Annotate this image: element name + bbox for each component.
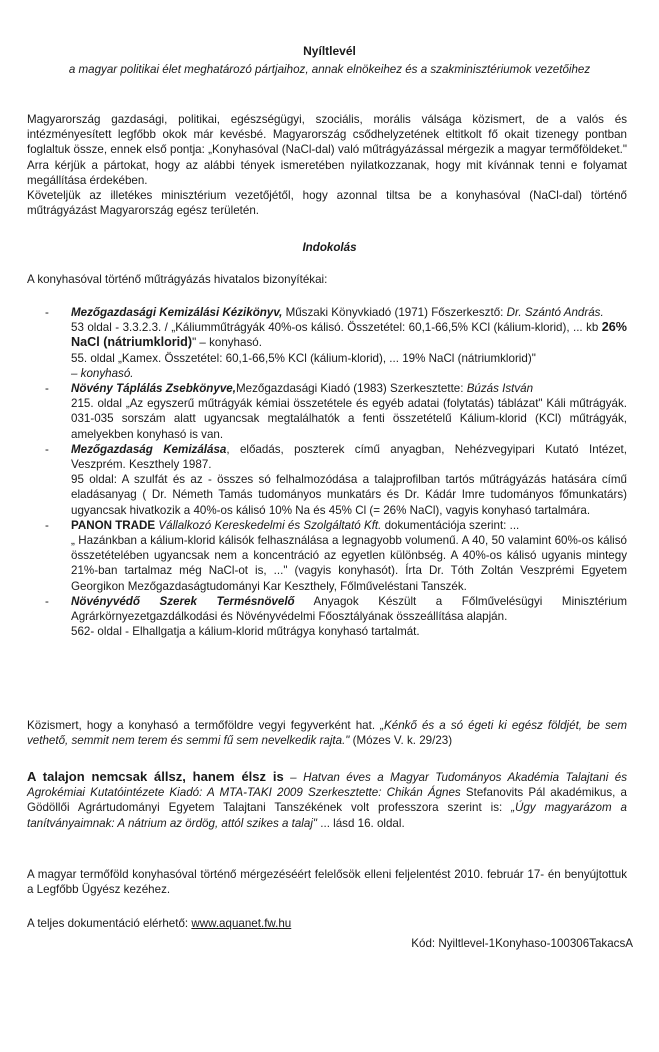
source-title: Növény Táplálás Zsebkönyve, <box>71 382 236 396</box>
soil-book-paragraph <box>27 769 627 831</box>
documentation-label: A teljes dokumentáció elérhető: <box>27 917 192 930</box>
bible-quote-paragraph <box>27 718 627 748</box>
list-dash: - <box>45 382 49 396</box>
source-publisher: , előadás, poszterek című anyagban, Nehézvegyipari Kutató Intézet, Veszprém. Keszthely 1987. <box>71 442 627 472</box>
bible-reference: (Mózes V. k. 29/23) <box>349 734 453 748</box>
document-title: Nyíltlevél <box>303 44 356 58</box>
document-code: Kód: Nyiltlevel-1Konyhaso-100306TakacsA <box>411 937 633 950</box>
source-publisher: Vállalkozó Kereskedelmi és Szolgáltató Kft. <box>155 518 382 532</box>
evidence-list <box>27 305 627 639</box>
source-title: Mezőgazdasági Kemizálási Kézikönyv, <box>71 306 283 319</box>
list-item <box>27 518 627 594</box>
source-quote <box>71 320 627 350</box>
evidence-lead: A konyhasóval történő műtrágyázás hivatalos bizonyítékai: <box>27 273 328 286</box>
complaint-paragraph: A magyar termőföld konyhasóval történő mérgezéséért felelősök elleni feljelentést 2010. február 17- én benyújtottuk a Legfőbb Ügyész kezéhez. <box>27 868 627 897</box>
source-title: Növényvédő Szerek Termésnövelő <box>71 594 295 608</box>
source-publisher-note: dokumentációja szerint: ... <box>381 518 520 532</box>
documentation-line <box>27 916 627 931</box>
list-item <box>27 594 627 640</box>
list-item <box>27 442 627 518</box>
list-item <box>27 305 627 381</box>
list-item <box>27 381 627 442</box>
source-quote: 562- oldal - Elhallgatja a kálium-klorid műtrágya konyhasó tartalmát. <box>71 625 420 639</box>
source-publisher: Anyagok Készült a Főlművelésügyi Minisztérium Agrárkörnyezetgazdálkodási és Növényvédelmi Főosztályának összeállítása alapján. <box>71 594 627 624</box>
section-heading-indokolas: Indokolás <box>302 241 357 254</box>
document-subtitle: a magyar politikai élet meghatározó pártjaihoz, annak elnökeihez és a szakminisztériumok vezetőihez <box>68 63 591 76</box>
list-dash: - <box>45 594 49 608</box>
book-reference: ... lásd 16. oldal. <box>317 816 405 830</box>
source-title: Mezőgazdaság Kemizálása <box>71 442 227 456</box>
source-quote: 215. oldal „Az egyszerű műtrágyák kémiai összetétele és egyéb adatai (folytatás) táblázat" Káli műtrágyák. 031-035 sorszám alatt ugyancsak megtalálhatók a fenti összetételű Kálium-klorid (KCl) műtrágyák, amelyekben konyhasó is van. <box>71 397 627 441</box>
book-details: – Hatvan éves a Magyar Tudományos Akadémia Talajtani és Agrokémiai Kutatóintézete Kiadó: A MTA-TAKI 2009 Szerkesztette: Chikán Ágnes <box>27 771 627 800</box>
source-quote-highlight: 26% NaCl (nátriumklorid) <box>71 320 627 350</box>
source-title: PANON TRADE <box>71 518 156 532</box>
source-publisher: Mezőgazdasági Kiadó (1983) Szerkesztette: <box>235 382 467 396</box>
list-dash: - <box>45 442 49 456</box>
book-author-note: Stefanovits Pál akadémikus, a Gödöllői Agrártudományi Egyetem Talajtani Tanszékének volt professzora szerint is: <box>27 786 627 815</box>
source-quote-2: 55. oldal „Kamex. Összetétel: 60,1-66,5% KCl (kálium-klorid), ... 19% NaCl (nátriumklorid)" <box>71 351 536 365</box>
documentation-link[interactable]: www.aquanet.fw.hu <box>191 917 292 930</box>
source-quote-end: " – konyhasó. <box>192 336 262 350</box>
source-editor: Dr. Szántó András. <box>506 306 604 319</box>
source-editor: Búzás István <box>466 382 534 396</box>
intro-section <box>27 112 627 218</box>
source-quote-2-end: – konyhasó. <box>71 366 134 380</box>
source-quote: „ Hazánkban a kálium-klorid kálisók felhasználása a legnagyobb volumenű. A 40, 50 valamint 60%-os kálisó összetételében ugyancsak nem a koncentráció az egyetlen különbség. A 40%-os kálisó ugyanis mintegy 21%-ban tartalmaz még NaCl-ot is, ..." (vagyis konyhasót). Írta Dr. Tóth Zoltán Veszprémi Egyetem Georgikon Mezőgazdaságtudományi Kar Keszthely, Főlműveléstani Tanszék. <box>71 534 627 593</box>
source-quote-text: 53 oldal - 3.3.2.3. / „Káliumműtrágyák 40%-os kálisó. Összetétel: 60,1-66,5% KCl (kálium-klorid), ... kb <box>71 321 602 335</box>
source-publisher: Műszaki Könyvkiadó (1971) Főszerkesztő: <box>282 306 507 319</box>
intro-paragraph: Magyarország gazdasági, politikai, egészségügyi, szociális, morális válsága közismert, de a valós és intézményesített legfőbb okok már kevésbé. Magyarország csődhelyzetének eltitkolt fő okait tizenegy pontban foglaltuk össze, ennek első pontja: „Konyhasóval (NaCl-dal) való műtrágyázással mérgezik a magyar termőföldeket." Arra kérjük a pártokat, hogy az alábbi tények ismeretében nyilatkozzanak, hogy mit kívánnak tenni e folyamat megállítása érdekében. <box>27 113 627 187</box>
bible-quote: „Kénkő és a só égeti ki egész földjét, be sem vethető, semmit nem terem és semmi fű sem nevelkedik rajta." <box>27 719 627 748</box>
paragraph-text: Közismert, hogy a konyhasó a termőföldre vegyi fegyverként hat. <box>27 719 381 732</box>
book-quote: „Úgy magyarázom a tanítványaimnak: A nátrium az ördög, attól szikes a talaj" <box>27 801 628 830</box>
list-dash: - <box>45 518 49 532</box>
book-title: A talajon nemcsak állsz, hanem élsz is <box>27 769 284 784</box>
list-dash: - <box>45 306 49 319</box>
demand-paragraph: Követeljük az illetékes minisztérium vezetőjétől, hogy azonnal tiltsa be a konyhasóval (NaCl-dal) történő műtrágyázást Magyarország egész területén. <box>27 189 627 218</box>
source-quote: 95 oldal: A szulfát és az - összes só felhalmozódása a talajprofilban tartós műtrágyázás hatására című eladásanyag ( Dr. Németh Tamás tudományos munkatárs és Dr. Kádár Imre tudományos főmunkatárs) ugyancsak hivatkozik a 40%-os kálisó 10% Na és 45% Cl (= 26% NaCl), vagyis konyhasó tartalmára. <box>71 473 627 517</box>
